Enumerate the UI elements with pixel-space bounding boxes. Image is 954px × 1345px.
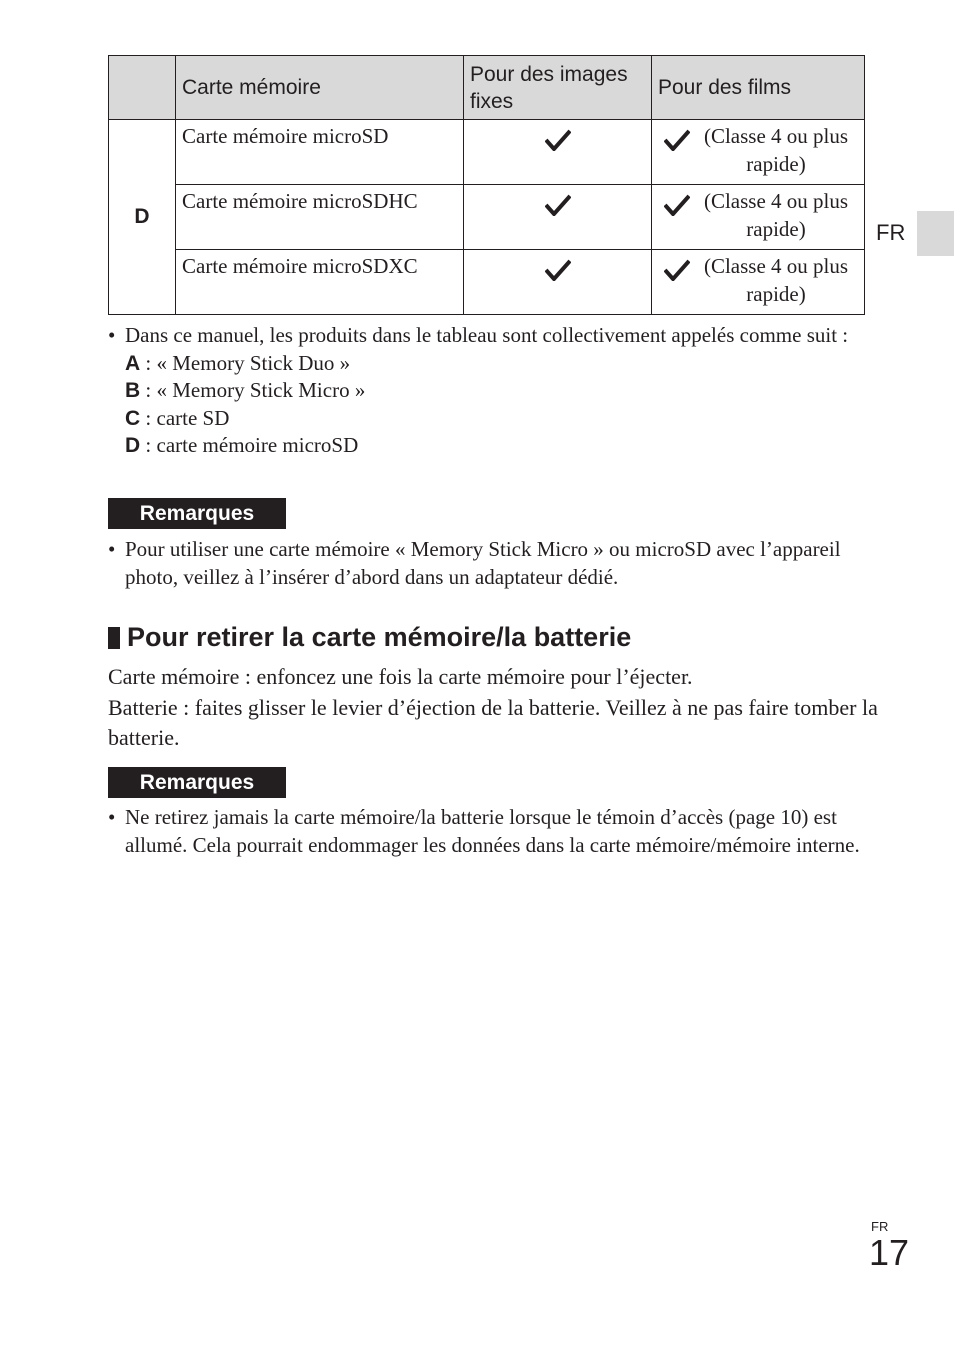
- page-number: 17: [869, 1232, 910, 1273]
- checkmark-icon: [664, 129, 690, 151]
- movie-support-cell: [652, 185, 865, 250]
- abbreviation-text: : carte mémoire microSD: [140, 433, 359, 457]
- still-support-cell: [464, 120, 652, 185]
- movie-support-cell: [652, 250, 865, 315]
- table-row: [109, 120, 865, 185]
- still-support-cell: [464, 250, 652, 315]
- side-tab: [917, 211, 954, 256]
- speed-class-note: (Classe 4 ou plus rapide): [703, 254, 849, 306]
- intro-text: Dans ce manuel, les produits dans le tableau sont collectivement appelés comme suit :: [125, 323, 849, 347]
- speed-class-note: (Classe 4 ou plus rapide): [703, 124, 849, 176]
- abbreviation-item: [125, 432, 868, 460]
- abbreviation-item: [125, 350, 868, 378]
- abbreviation-key: A: [125, 351, 141, 375]
- abbreviation-text: : carte SD: [140, 405, 230, 430]
- abbreviation-item: [125, 377, 868, 405]
- table-row: [109, 185, 865, 250]
- section-heading: [108, 622, 631, 653]
- abbreviation-key: D: [125, 434, 141, 457]
- header-movies: Pour des films: [652, 56, 865, 120]
- checkmark-icon: [545, 259, 571, 281]
- checkmark-icon: [664, 259, 690, 281]
- speed-class-note: (Classe 4 ou plus rapide): [703, 189, 849, 241]
- notes-label: Remarques: [108, 767, 286, 798]
- memory-card-table: [108, 55, 865, 315]
- list-item: • Pour utiliser une carte mémoire « Memory Stick Micro » ou microSD avec l’appareil photo, veillez à l’insérer d’abord dans un adaptateur dédié.: [108, 536, 868, 591]
- table-row: [109, 250, 865, 315]
- checkmark-icon: [545, 194, 571, 216]
- page-language: FR: [871, 1219, 889, 1234]
- header-group: [109, 56, 176, 120]
- abbreviation-list: [125, 350, 868, 460]
- list-item: • Ne retirez jamais la carte mémoire/la batterie lorsque le témoin d’accès (page 10) est allumé. Cela pourrait endommager les données dans la carte mémoire/mémoire interne.: [108, 804, 868, 859]
- table-header-row: [109, 56, 865, 120]
- section-title: Pour retirer la carte mémoire/la batterie: [127, 622, 632, 652]
- movie-support-cell: [652, 120, 865, 185]
- section-body: [108, 662, 878, 754]
- card-name: Carte mémoire microSD: [176, 120, 464, 185]
- notes-list: [108, 804, 868, 859]
- abbreviation-key: C: [125, 406, 141, 430]
- header-card: Carte mémoire: [176, 56, 464, 120]
- heading-marker-icon: [108, 627, 120, 649]
- note-text: Pour utiliser une carte mémoire « Memory Stick Micro » ou microSD avec l’appareil photo, veillez à l’insérer d’abord dans un adaptateur dédié.: [125, 537, 841, 589]
- abbreviation-text: : « Memory Stick Duo »: [140, 350, 351, 375]
- group-label: D: [109, 120, 176, 315]
- notes-label: Remarques: [108, 498, 286, 529]
- notes-list: [108, 536, 868, 591]
- abbreviation-key: B: [125, 379, 141, 402]
- side-tab-label: FR: [876, 220, 906, 245]
- paragraph: Carte mémoire : enfoncez une fois la carte mémoire pour l’éjecter.: [108, 664, 693, 689]
- abbreviation-text: : « Memory Stick Micro »: [140, 378, 366, 402]
- paragraph: Batterie : faites glisser le levier d’éjection de la batterie. Veillez à ne pas faire tomber la batterie.: [108, 694, 878, 750]
- checkmark-icon: [664, 194, 690, 216]
- checkmark-icon: [545, 129, 571, 151]
- still-support-cell: [464, 185, 652, 250]
- note-text: Ne retirez jamais la carte mémoire/la batterie lorsque le témoin d’accès (page 10) est allumé. Cela pourrait endommager les données dans la carte mémoire/mémoire interne.: [125, 805, 860, 857]
- header-still-images: Pour des images fixes: [464, 56, 652, 120]
- card-name: Carte mémoire microSDHC: [176, 185, 464, 250]
- list-item: • Dans ce manuel, les produits dans le tableau sont collectivement appelés comme suit :: [108, 322, 868, 350]
- abbreviation-item: [125, 405, 868, 433]
- card-name: Carte mémoire microSDXC: [176, 250, 464, 315]
- intro-section: [108, 322, 868, 460]
